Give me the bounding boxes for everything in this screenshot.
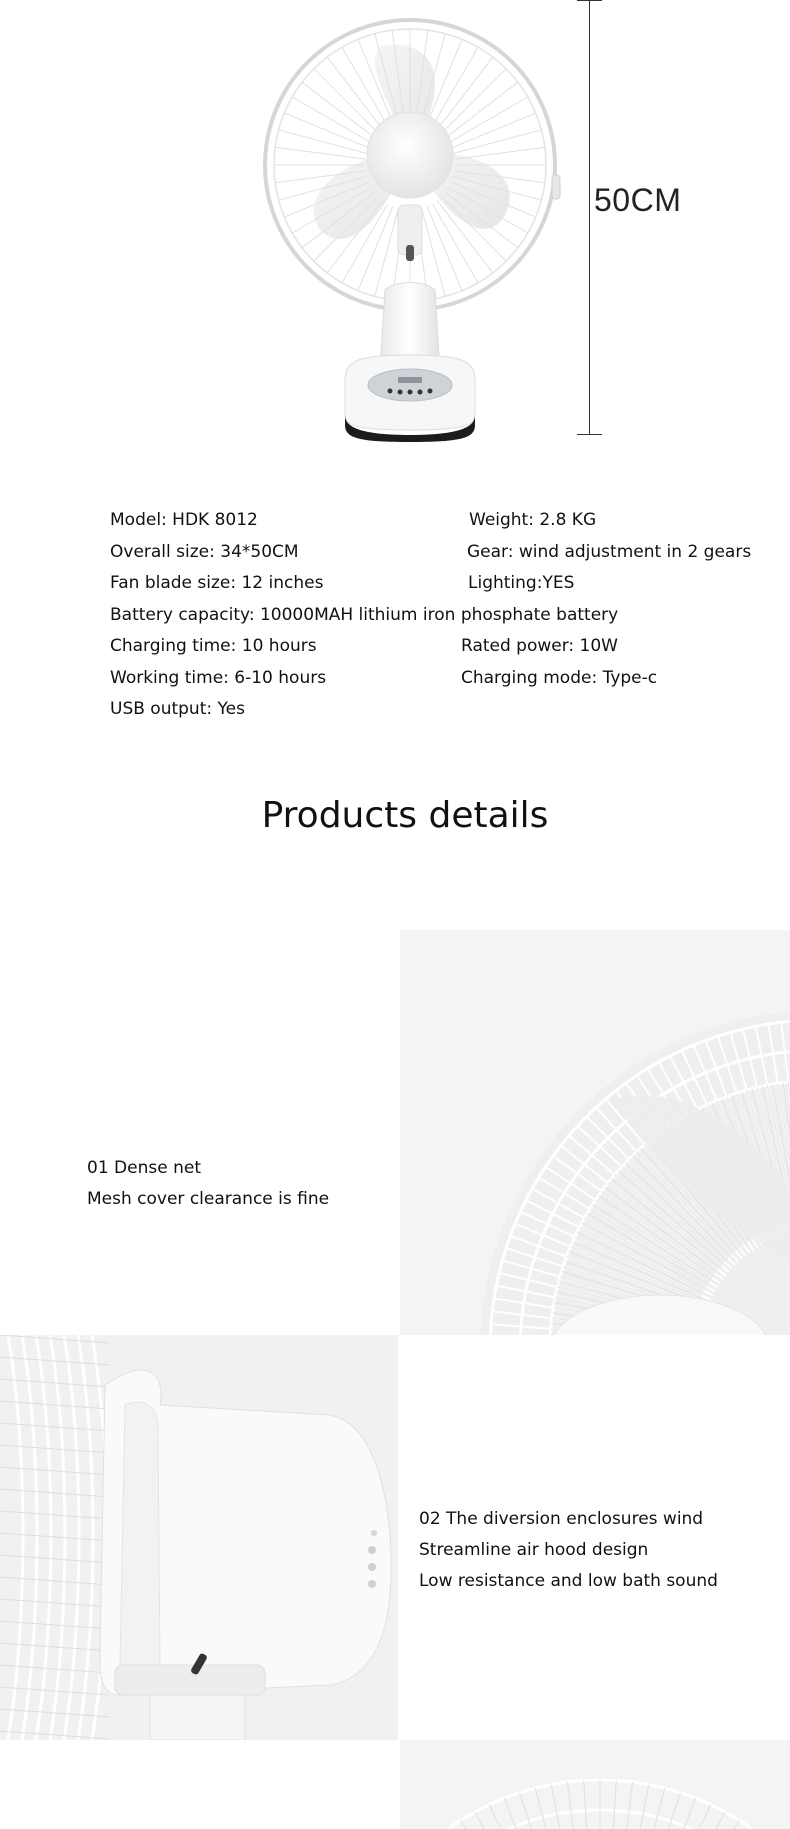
detail-1-line-1: Mesh cover clearance is fine [87,1189,330,1209]
section-title: Products details [261,795,549,836]
spec-lighting: Lighting:YES [468,573,575,593]
detail-1-heading: 01 Dense net [87,1158,201,1178]
spec-usb-output: USB output: Yes [110,699,245,719]
detail-2-text [419,1504,718,1597]
dimension-label: 50CM [594,182,682,218]
spec-model: Model: HDK 8012 [110,510,258,530]
spec-overall-size: Overall size: 34*50CM [110,542,299,562]
spec-charging-time: Charging time: 10 hours [110,636,317,656]
dimension-tick-top [577,0,602,1]
detail-2-heading: 02 The diversion enclosures wind [419,1509,704,1529]
detail-2-line-1: Streamline air hood design [419,1540,649,1560]
spec-battery-capacity: Battery capacity: 10000MAH lithium iron phosphate battery [110,605,619,625]
spec-working-time: Working time: 6-10 hours [110,668,327,688]
spec-gear: Gear: wind adjustment in 2 gears [467,542,752,562]
fan-mesh-closeup-image [400,930,790,1335]
dimension-line [589,0,590,435]
spec-fan-blade-size: Fan blade size: 12 inches [110,573,324,593]
hero-section [0,0,790,460]
spec-weight: Weight: 2.8 KG [469,510,597,530]
fan-grill-bottom-image [400,1740,790,1829]
fan-product-image [250,0,570,450]
detail-1-text [87,1153,329,1215]
fan-motor-side-image [0,1335,398,1740]
spec-rated-power: Rated power: 10W [461,636,618,656]
dimension-tick-bottom [577,434,602,435]
spec-charging-mode: Charging mode: Type-c [461,668,658,688]
detail-2-line-2: Low resistance and low bath sound [419,1571,718,1591]
